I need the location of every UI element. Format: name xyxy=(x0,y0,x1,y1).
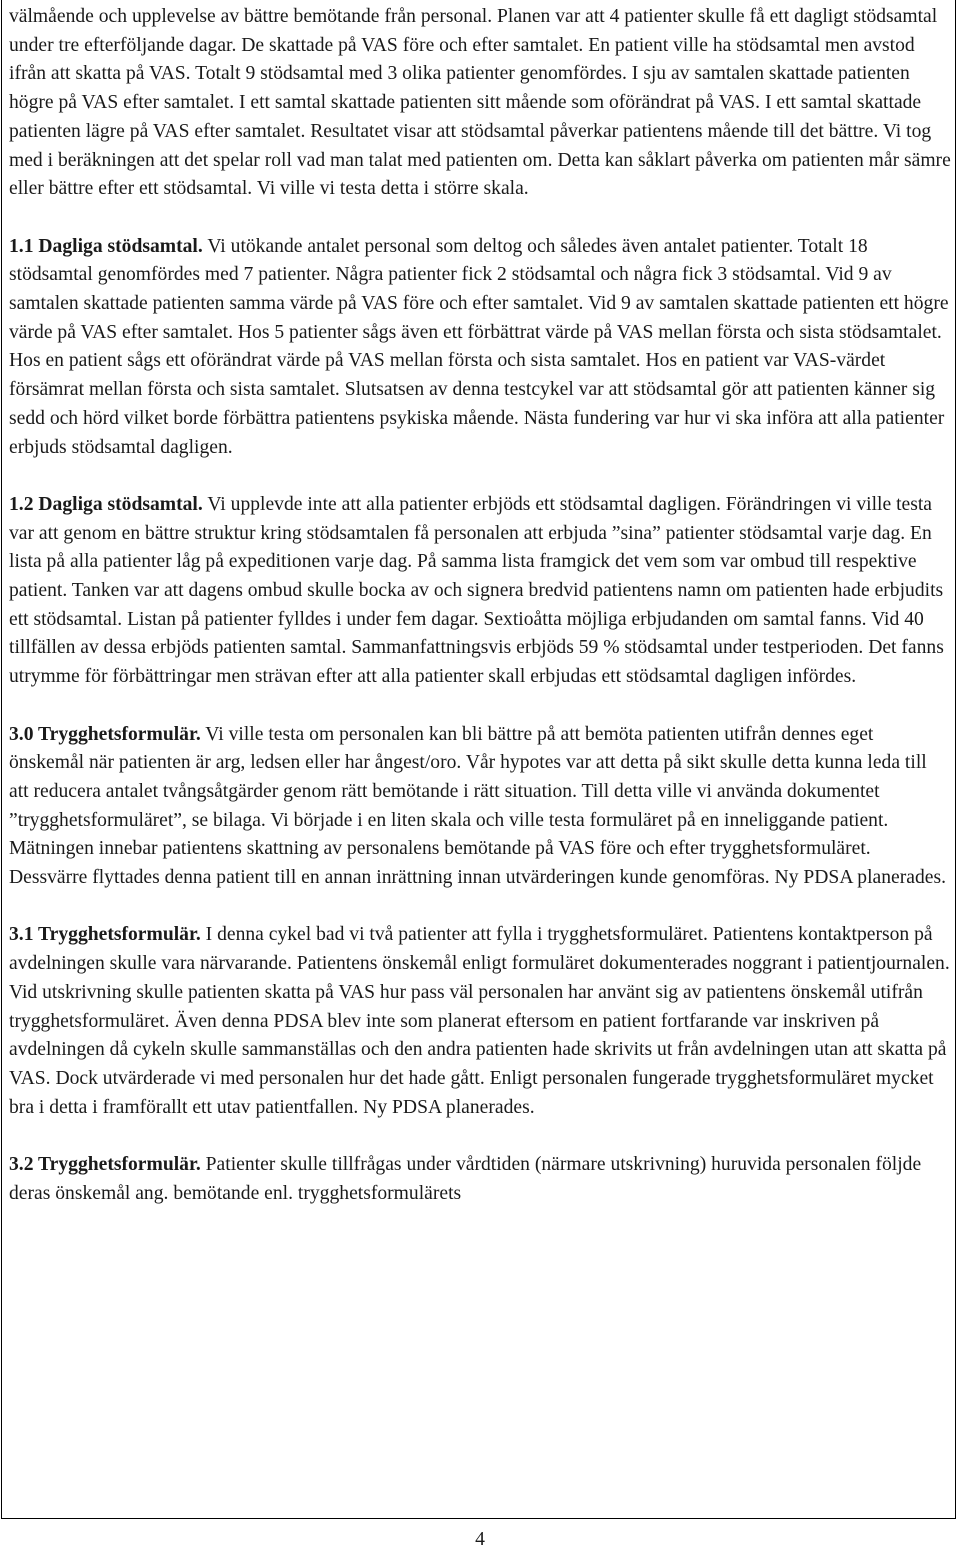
paragraph-section-1-2 xyxy=(9,491,951,692)
section-heading-3-0: 3.0 Trygghetsformulär. xyxy=(9,723,201,745)
page-number: 4 xyxy=(475,1529,485,1550)
paragraph-section-3-1 xyxy=(9,921,951,1122)
section-heading-1-2: 1.2 Dagliga stödsamtal. xyxy=(9,493,203,515)
section-text-1-2: Vi upplevde inte att alla patienter erbjöds ett stödsamtal dagligen. Förändringen vi ville testa var att genom en bättre struktur kring stödsamtalen få personalen att erbjuda ”sina” patienter stödsamtal varje dag. En lista på alla patienter låg på expeditionen varje dag. På samma lista framgick det vem som var ombud till respektive patient. Tanken var att dagens ombud skulle bocka av och signera bredvid patientens namn om patienten hade erbjudits ett stödsamtal. Listan på patienter fylldes i under fem dagar. Sextioåtta möjliga erbjudanden om samtal fanns. Vid 40 tillfällen av dessa erbjöds patienten samtal. Sammanfattningsvis erbjöds 59 % stödsamtal under testperioden. Det fanns utrymme för förbättringar men strävan efter att alla patienter skall erbjudas ett stödsamtal dagligen infördes. xyxy=(9,493,944,688)
paragraph-intro xyxy=(9,3,951,204)
document-body xyxy=(9,3,951,1208)
section-heading-1-1: 1.1 Dagliga stödsamtal. xyxy=(9,235,203,257)
paragraph-section-3-0 xyxy=(9,721,951,893)
paragraph-intro-text: välmående och upplevelse av bättre bemötande från personal. Planen var att 4 patienter skulle få ett dagligt stödsamtal under tre efterföljande dagar. De skattade på VAS före och efter samtalet. En patient ville ha stödsamtal men avstod ifrån att skatta på VAS. Totalt 9 stödsamtal med 3 olika patienter genomfördes. I sju av samtalen skattade patienten högre på VAS efter samtalet. I ett samtal skattade patienten sitt mående som oförändrat på VAS. I ett samtal skattade patienten lägre på VAS efter samtalet. Resultatet visar att stödsamtal påverkar patientens mående till det bättre. Vi tog med i beräkningen att det spelar roll vad man talat med patienten om. Detta kan såklart påverka om patienten mår sämre eller bättre efter ett stödsamtal. Vi ville vi testa detta i större skala. xyxy=(9,6,951,200)
section-text-1-1: Vi utökande antalet personal som deltog och således även antalet patienter. Totalt 18 stödsamtal genomfördes med 7 patienter. Några patienter fick 2 stödsamtal och några fick 3 stödsamtal. Vid 9 av samtalen skattade patienten samma värde på VAS före och efter samtalet. Vid 9 av samtalen skattade patienten ett högre värde på VAS efter samtalet. Hos 5 patienter sågs även ett förbättrat värde på VAS mellan första och sista stödsamtalet. Hos en patient sågs ett oförändrat värde på VAS mellan första och sista samtalet. Hos en patient var VAS-värdet försämrat mellan första och sista samtalet. Slutsatsen av denna testcykel var att stödsamtal gör att patienten känner sig sedd och hörd vilket borde förbättra patientens psykiska mående. Nästa fundering var hur vi ska införa att alla patienter erbjuds stödsamtal dagligen. xyxy=(9,235,949,458)
section-text-3-2: Patienter skulle tillfrågas under vårdtiden (närmare utskrivning) huruvida personalen följde deras önskemål ang. bemötande enl. trygghetsformulärets xyxy=(9,1154,922,1204)
section-heading-3-2: 3.2 Trygghetsformulär. xyxy=(9,1154,201,1176)
section-text-3-0: Vi ville testa om personalen kan bli bättre på att bemöta patienten utifrån dennes eget önskemål när patienten är arg, ledsen eller har ångest/oro. Vår hypotes var att detta på sikt skulle detta kunna leda till att reducera antalet tvångsåtgärder genom rätt bemötande i rätt situation. Till detta ville vi använda dokumentet ”trygghetsformuläret”, se bilaga. Vi började i en liten skala och ville testa formuläret på en inneliggande patient. Mätningen innebar patientens skattning av personalens bemötande på VAS före och efter trygghetsformuläret. Dessvärre flyttades denna patient till en annan inrättning innan utvärderingen kunde genomföras. Ny PDSA planerades. xyxy=(9,723,946,889)
paragraph-section-1-1 xyxy=(9,233,951,463)
paragraph-section-3-2 xyxy=(9,1151,951,1208)
section-text-3-1: I denna cykel bad vi två patienter att fylla i trygghetsformuläret. Patientens kontaktperson på avdelningen skulle vara närvarande. Patientens önskemål enligt formuläret dokumenterades noggrant i patientjournalen. Vid utskrivning skulle patienten skatta på VAS hur pass väl personalen har använt sig av patientens önskemål utifrån trygghetsformuläret. Även denna PDSA blev inte som planerat eftersom en patient fortfarande var inskriven på avdelningen då cykeln skulle sammanställas och den andra patienten hade skrivits ut från avdelningen utan att skatta på VAS. Dock utvärderade vi med personalen hur det hade gått. Enligt personalen fungerade trygghetsformuläret mycket bra i detta i framförallt ett utav patientfallen. Ny PDSA planerades. xyxy=(9,924,950,1118)
section-heading-3-1: 3.1 Trygghetsformulär. xyxy=(9,924,201,946)
